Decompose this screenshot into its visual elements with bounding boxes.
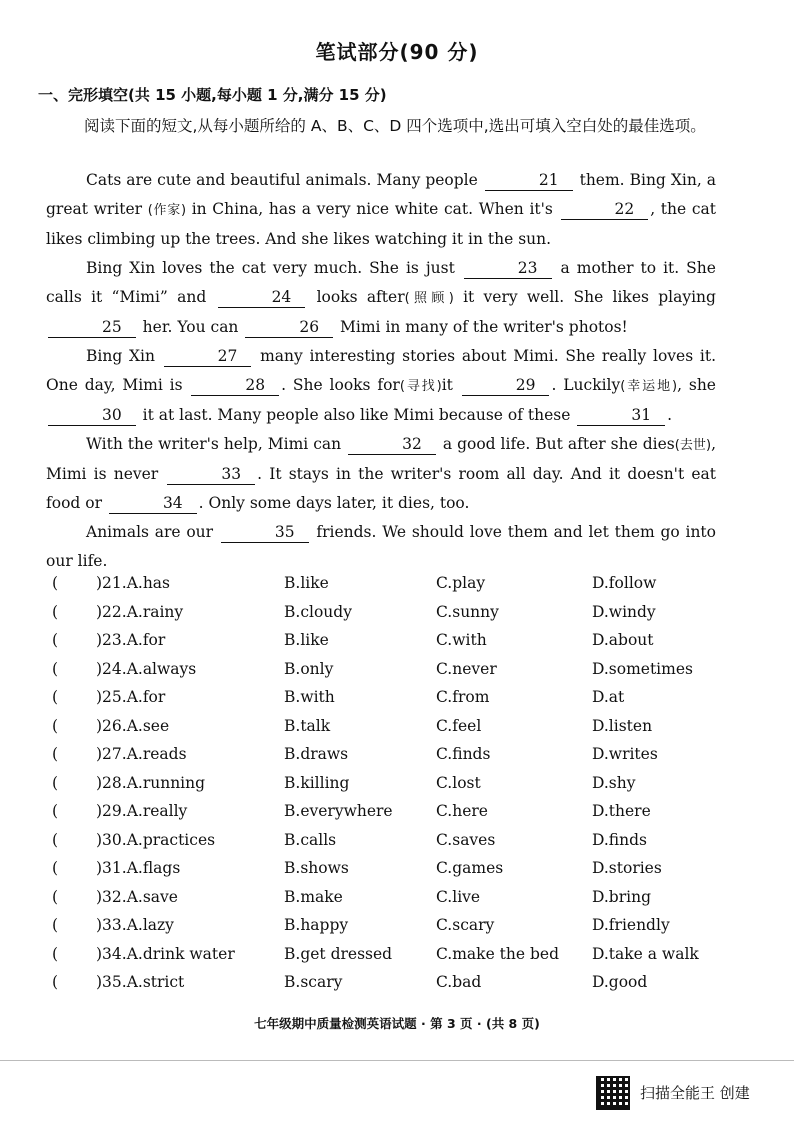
question-row-30 [46,831,726,860]
passage-text: . It stays in the writer's room all day. And it doesn't eat food or [46,465,716,512]
qr-code-icon [596,1076,630,1110]
passage-text: friends. We should love them and let them go into our life. [46,523,716,570]
option-a: )21.A.has [96,574,170,592]
answer-paren[interactable]: ( [52,659,59,678]
option-b: B.cloudy [284,602,352,621]
passage-text: them. Bing Xin, a great writer [46,171,717,218]
passage-paragraph-5 [46,518,716,576]
blank-31: 31 [577,405,665,426]
option-c: C.feel [436,716,482,735]
scanner-watermark: 扫描全能王 创建 [640,1084,750,1102]
passage-text: . [667,406,672,424]
option-b: B.scary [284,973,343,991]
option-a: )24.A.always [96,659,197,678]
passage-text: Mimi in many of the writer's photos! [340,318,628,336]
chinese-gloss: (幸运地) [620,379,678,394]
answer-paren[interactable]: ( [52,745,59,763]
option-b: B.killing [284,773,350,792]
chinese-gloss: (照顾) [404,291,454,306]
passage-text: , Mimi is never [46,435,716,483]
option-c: C.saves [436,830,496,849]
question-row-23 [46,631,726,660]
question-row-25 [46,688,726,717]
option-b: B.draws [284,745,349,763]
question-row-33 [46,916,726,945]
question-row-29 [46,802,726,831]
option-c: C.lost [436,773,481,792]
answer-paren[interactable]: ( [52,944,59,963]
passage-text: many interesting stories about Mimi. She really loves it. One day, Mimi is [46,347,716,394]
question-row-31 [46,859,726,888]
page-footer: 七年级期中质量检测英语试题 · 第 3 页 · (共 8 页) [254,1016,540,1031]
passage-text: . Only some days later, it dies, too. [198,494,470,512]
option-a: )35.A.strict [96,973,185,991]
option-c: C.here [436,802,488,820]
question-row-35 [46,973,726,1002]
blank-22: 22 [561,199,649,220]
answer-paren[interactable]: ( [52,602,59,621]
option-d: D.take a walk [592,944,699,963]
option-d: D.good [592,973,648,991]
passage-text: in China, has a very nice white cat. When it's [191,200,553,218]
answer-paren[interactable]: ( [52,716,59,735]
option-d: D.finds [592,830,647,849]
option-a: )27.A.reads [96,745,187,763]
option-c: C.from [436,688,490,706]
option-c: C.games [436,859,504,877]
passage-text: it [441,376,453,394]
passage-text: a mother to it. She calls it “Mimi” and [46,259,716,306]
option-d: D.friendly [592,916,670,934]
passage-text: , she [677,376,716,394]
passage-text: Bing Xin [86,347,155,365]
option-a: )22.A.rainy [96,602,184,621]
passage-text: looks after [316,288,405,306]
option-a: )28.A.running [96,773,206,792]
option-d: D.stories [592,859,662,877]
answer-options [46,574,726,1002]
option-c: C.with [436,631,487,649]
option-b: B.make [284,887,343,906]
option-c: C.make the bed [436,944,559,963]
blank-34: 34 [109,493,197,514]
passage-text: Cats are cute and beautiful animals. Many people [86,171,478,189]
option-b: B.happy [284,916,349,934]
blank-29: 29 [462,375,550,396]
answer-paren[interactable]: ( [52,916,59,934]
option-a: )32.A.save [96,887,178,906]
option-d: D.shy [592,773,636,792]
option-b: B.shows [284,859,349,877]
passage-paragraph-4 [46,430,716,518]
option-c: C.sunny [436,602,499,621]
option-a: )25.A.for [96,688,166,706]
blank-21: 21 [485,170,573,191]
question-row-28 [46,774,726,803]
option-c: C.play [436,574,486,592]
option-d: D.follow [592,574,657,592]
page-title: 笔试部分(90 分) [315,40,479,64]
option-d: D.about [592,631,654,649]
option-b: B.with [284,688,335,706]
passage-paragraph-3 [46,342,716,430]
option-a: )26.A.see [96,716,170,735]
chinese-gloss: (去世) [674,438,712,453]
instruction-text: 阅读下面的短文,从每小题所给的 A、B、C、D 四个选项中,选出可填入空白处的最佳选项。 [84,117,706,135]
divider [0,1060,794,1061]
option-c: C.never [436,659,497,678]
answer-paren[interactable]: ( [52,830,59,849]
passage-paragraph-2 [46,254,716,342]
answer-paren[interactable]: ( [52,773,59,792]
passage-paragraph-1 [46,166,716,254]
passage-text: it very well. She likes playing [463,288,716,306]
option-a: )30.A.practices [96,830,216,849]
passage-text: Animals are our [86,523,214,541]
blank-25: 25 [48,317,136,338]
option-d: D.sometimes [592,659,693,678]
option-c: C.scary [436,916,495,934]
blank-26: 26 [245,317,333,338]
option-d: D.bring [592,887,651,906]
blank-32: 32 [348,434,436,455]
option-d: D.windy [592,602,656,621]
answer-paren[interactable]: ( [52,973,59,991]
answer-paren[interactable]: ( [52,574,59,592]
option-b: B.get dressed [284,944,393,963]
blank-30: 30 [48,405,136,426]
option-a: )34.A.drink water [96,944,235,963]
option-a: )29.A.really [96,802,188,820]
question-row-32 [46,888,726,917]
answer-paren[interactable]: ( [52,688,59,706]
question-row-27 [46,745,726,774]
option-d: D.at [592,688,625,706]
chinese-gloss: (作家) [147,203,187,218]
chinese-gloss: (寻找) [399,379,442,394]
option-c: C.finds [436,745,491,763]
option-b: B.talk [284,716,331,735]
blank-27: 27 [164,346,252,367]
option-b: B.only [284,659,334,678]
passage-text: a good life. But after she dies [442,435,675,453]
question-row-21 [46,574,726,603]
blank-24: 24 [218,287,306,308]
blank-35: 35 [221,522,309,543]
option-b: B.everywhere [284,802,393,820]
passage-text: Bing Xin loves the cat very much. She is just [86,259,455,277]
option-a: )33.A.lazy [96,916,174,934]
passage [46,166,716,576]
answer-paren[interactable]: ( [52,802,59,820]
answer-paren[interactable]: ( [52,631,59,649]
option-d: D.writes [592,745,658,763]
blank-33: 33 [167,464,255,485]
option-a: )31.A.flags [96,859,181,877]
option-b: B.calls [284,830,337,849]
answer-paren[interactable]: ( [52,859,59,877]
option-c: C.bad [436,973,482,991]
blank-28: 28 [191,375,279,396]
passage-text: . She looks for [281,376,400,394]
option-d: D.listen [592,716,653,735]
passage-text: it at last. Many people also like Mimi because of these [142,406,571,424]
passage-text: . Luckily [551,376,621,394]
option-d: D.there [592,802,651,820]
passage-text: , the cat likes climbing up the trees. And she likes watching it in the sun. [46,200,716,248]
question-row-24 [46,660,726,689]
section-heading: 一、完形填空(共 15 小题,每小题 1 分,满分 15 分) [38,86,387,104]
answer-paren[interactable]: ( [52,887,59,906]
question-row-34 [46,945,726,974]
option-b: B.like [284,574,329,592]
question-row-26 [46,717,726,746]
option-a: )23.A.for [96,631,166,649]
question-row-22 [46,603,726,632]
blank-23: 23 [464,258,552,279]
passage-text: With the writer's help, Mimi can [86,435,342,453]
passage-text: her. You can [142,318,239,336]
option-b: B.like [284,631,329,649]
option-c: C.live [436,887,481,906]
